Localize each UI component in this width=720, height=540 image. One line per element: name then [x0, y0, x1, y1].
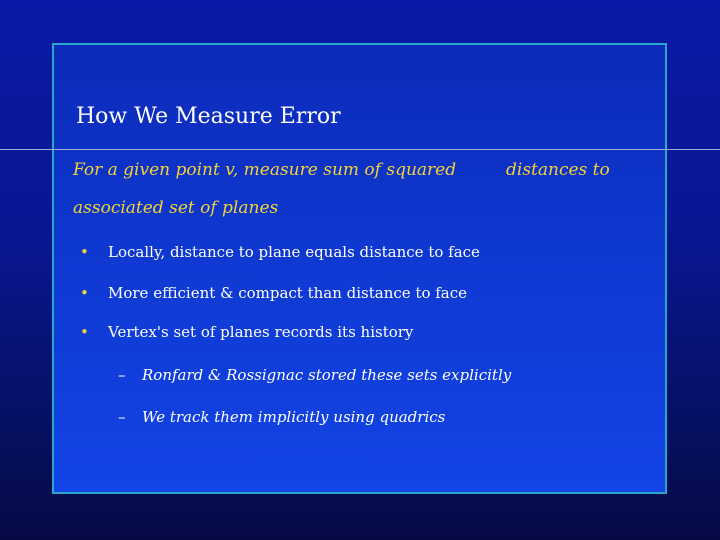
title-divider: [0, 149, 720, 150]
bullet-text: More efficient & compact than distance to face: [108, 284, 468, 302]
dash-icon: –: [118, 408, 126, 426]
bullet-item: [80, 243, 480, 261]
slide-title: How We Measure Error: [76, 104, 341, 129]
intro-line-2: associated set of planes: [73, 198, 279, 218]
sub-bullet-item: [118, 366, 511, 384]
sub-bullet-item: [118, 408, 445, 426]
bullet-icon: •: [80, 243, 89, 261]
intro-line-1: For a given point v, measure sum of squared: [73, 160, 457, 180]
dash-icon: –: [118, 366, 126, 384]
bullet-text: Vertex's set of planes records its history: [108, 323, 414, 341]
sub-bullet-text: Ronfard & Rossignac stored these sets explicitly: [142, 366, 512, 384]
sub-bullet-text: We track them implicitly using quadrics: [142, 408, 446, 426]
bullet-item: [80, 284, 467, 302]
bullet-text: Locally, distance to plane equals distance to face: [108, 243, 480, 261]
bullet-item: [80, 323, 413, 341]
intro-line-1-end: distances to: [506, 160, 610, 180]
bullet-icon: •: [80, 284, 89, 302]
bullet-icon: •: [80, 323, 89, 341]
